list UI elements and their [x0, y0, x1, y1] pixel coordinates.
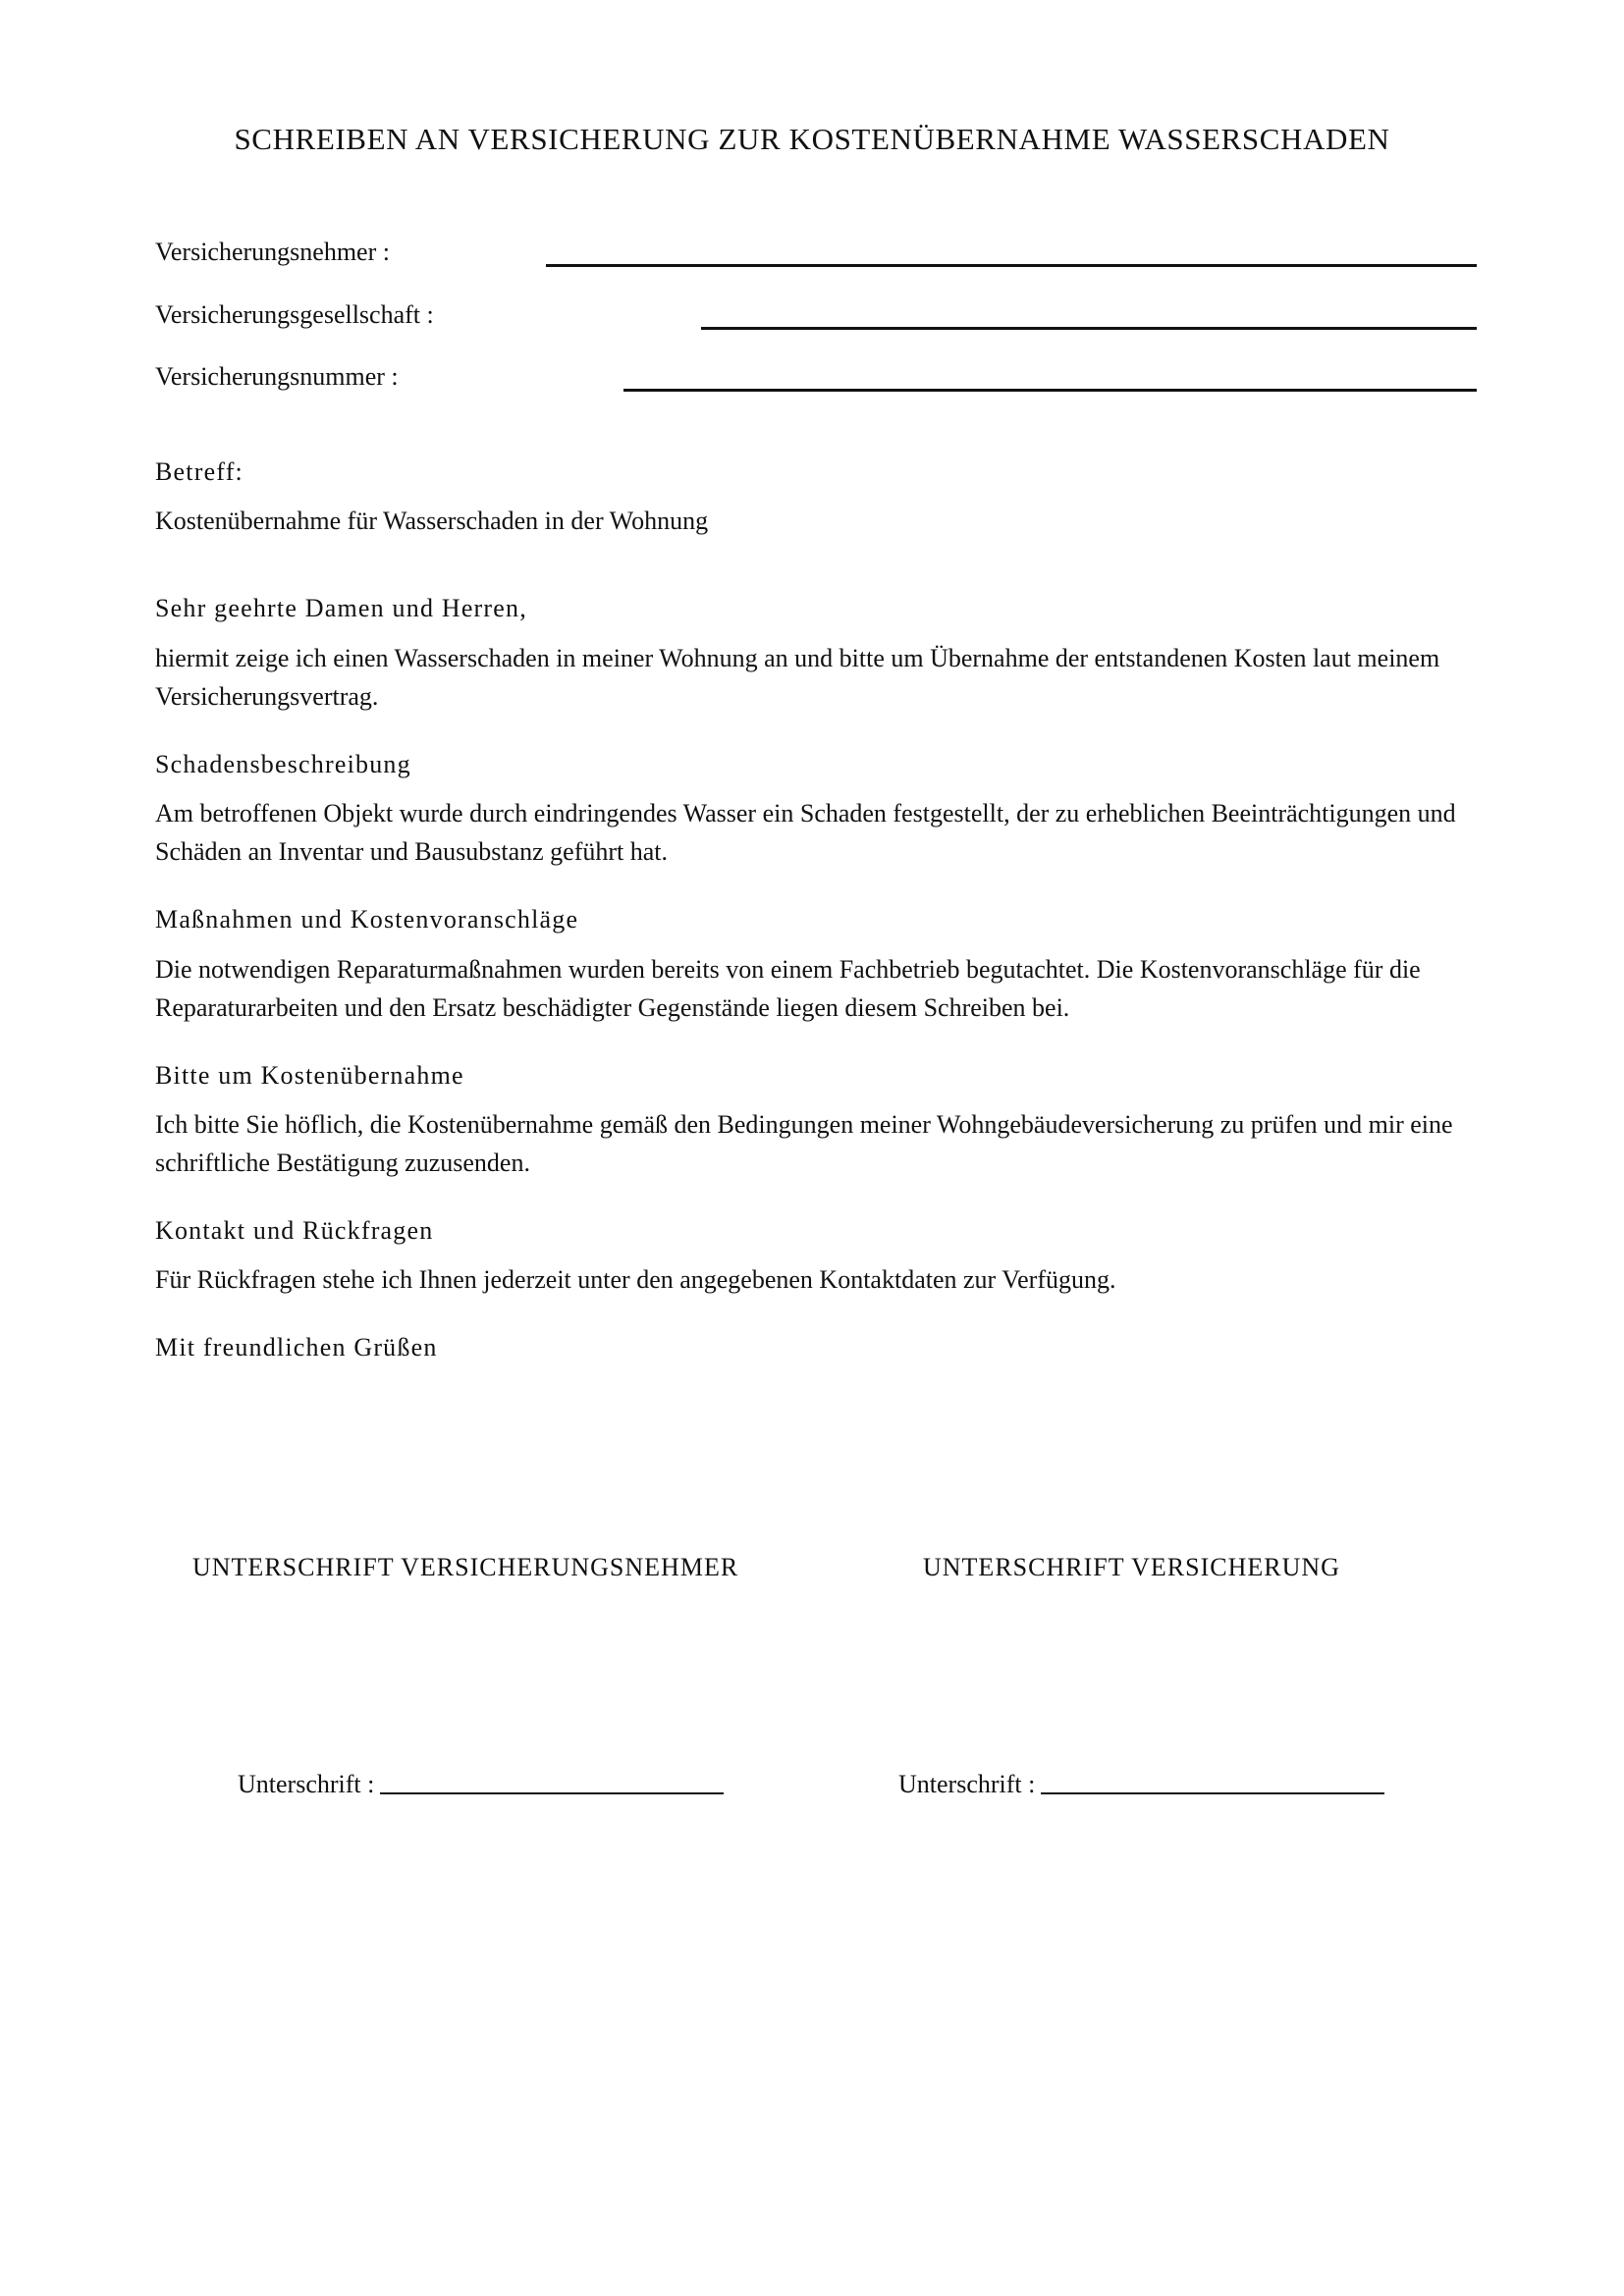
field-label-policyholder: Versicherungsnehmer :: [155, 238, 390, 266]
salutation: Sehr geehrte Damen und Herren,: [155, 594, 527, 622]
document-title: SCHREIBEN AN VERSICHERUNG ZUR KOSTENÜBERNAHME WASSERSCHADEN: [234, 122, 1390, 156]
signature-field-insurer: [898, 1770, 1384, 1799]
field-label-policy-number: Versicherungsnummer :: [155, 362, 399, 391]
section-body-damage-description: Am betroffenen Objekt wurde durch eindringendes Wasser ein Schaden festgestellt, der zu erheblichen Beeinträchtigungen und Schäden an Inventar und Bausubstanz geführt hat.: [155, 799, 1456, 866]
section-heading-measures: Maßnahmen und Kostenvoranschläge: [155, 905, 579, 934]
section-heading-contact: Kontakt und Rückfragen: [155, 1216, 434, 1245]
closing-greeting: Mit freundlichen Grüßen: [155, 1333, 438, 1362]
field-line-insurance-company[interactable]: [701, 327, 1477, 330]
section-body-cost-request: Ich bitte Sie höflich, die Kostenübernahme gemäß den Bedingungen meiner Wohngebäudeversicherung zu prüfen und mir eine schriftliche Bestätigung zuzusenden.: [155, 1110, 1453, 1177]
subject-label: Betreff:: [155, 457, 244, 486]
field-label-insurance-company: Versicherungsgesellschaft :: [155, 300, 434, 329]
field-insurance-company: [155, 300, 1477, 340]
signature-title-policyholder: UNTERSCHRIFT VERSICHERUNGSNEHMER: [192, 1553, 739, 1581]
section-heading-damage-description: Schadensbeschreibung: [155, 750, 411, 778]
section-body-contact: Für Rückfragen stehe ich Ihnen jederzeit unter den angegebenen Kontaktdaten zur Verfügung.: [155, 1265, 1116, 1294]
field-line-policy-number[interactable]: [623, 389, 1477, 392]
signature-line-policyholder[interactable]: [380, 1792, 724, 1794]
section-body-measures: Die notwendigen Reparaturmaßnahmen wurden bereits von einem Fachbetrieb begutachtet. Die Kostenvoranschläge für die Reparaturarbeiten und den Ersatz beschädigter Gegenstände liegen diesem Schreiben bei.: [155, 955, 1421, 1022]
field-policyholder: [155, 238, 1477, 277]
signature-title-insurer: UNTERSCHRIFT VERSICHERUNG: [923, 1553, 1340, 1581]
signature-label-insurer: Unterschrift :: [898, 1770, 1036, 1798]
signature-label-policyholder: Unterschrift :: [238, 1770, 375, 1798]
intro-paragraph: hiermit zeige ich einen Wasserschaden in meiner Wohnung an und bitte um Übernahme der entstandenen Kosten laut meinem Versicherungsvertrag.: [155, 644, 1440, 711]
field-line-policyholder[interactable]: [546, 264, 1477, 267]
subject-text: Kostenübernahme für Wasserschaden in der Wohnung: [155, 507, 709, 535]
section-heading-cost-request: Bitte um Kostenübernahme: [155, 1061, 464, 1090]
signature-field-policyholder: [238, 1770, 724, 1799]
field-policy-number: [155, 362, 1477, 401]
signature-line-insurer[interactable]: [1041, 1792, 1384, 1794]
